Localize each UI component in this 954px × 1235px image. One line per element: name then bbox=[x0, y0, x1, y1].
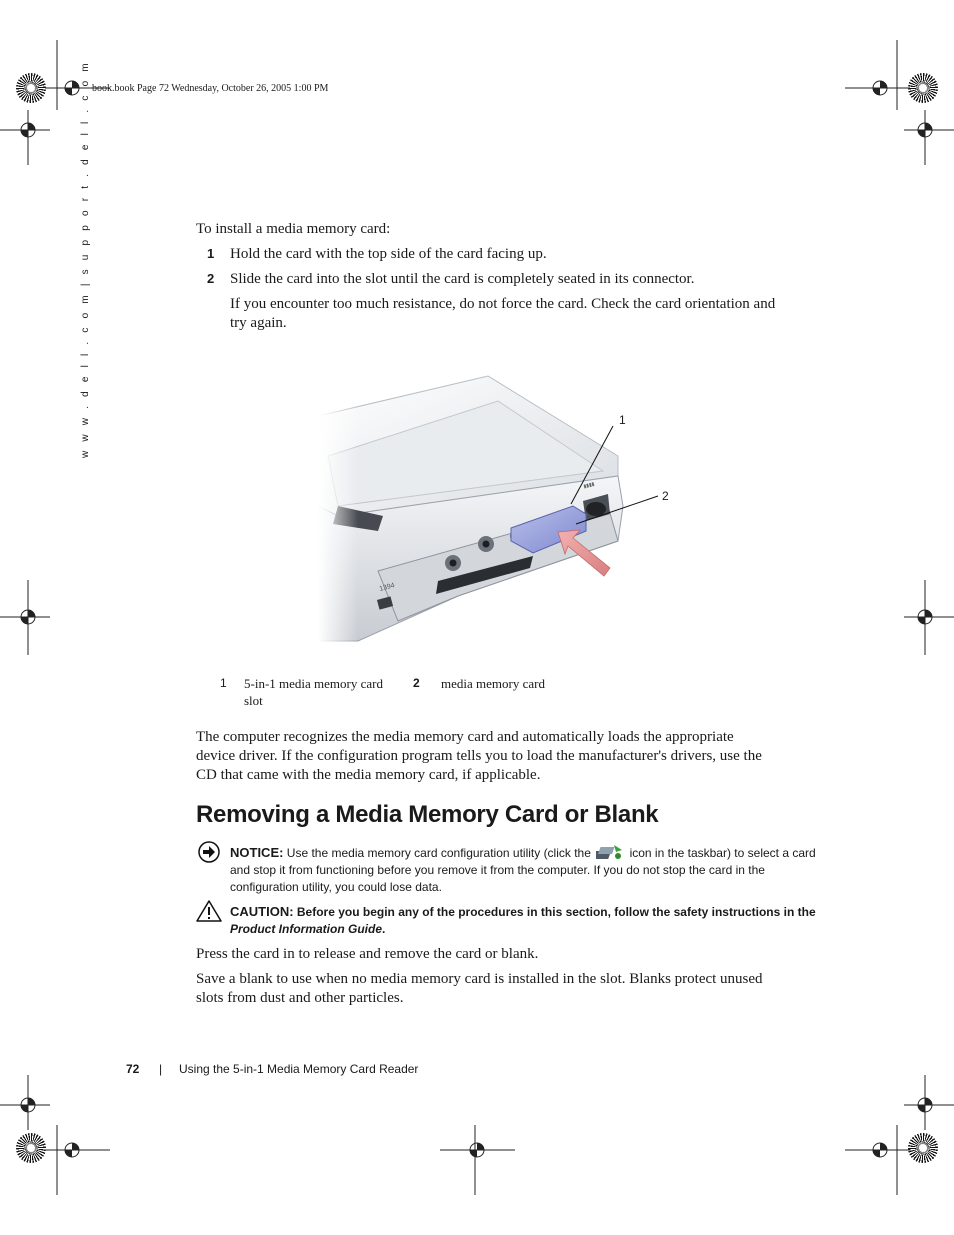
paragraph-line: Save a blank to use when no media memory card is installed in the slot. Blanks protect unused bbox=[196, 971, 763, 987]
caution-block: CAUTION: Before you begin any of the procedures in this section, follow the safety instructions in the Product Information Guide. bbox=[230, 904, 816, 936]
caution-label: CAUTION: bbox=[230, 904, 294, 919]
caption-text: slot bbox=[244, 693, 263, 708]
step-text: Hold the card with the top side of the card facing up. bbox=[230, 246, 547, 262]
port-label-1394: 1394 bbox=[378, 582, 396, 593]
paragraph-line: slots from dust and other particles. bbox=[196, 990, 404, 1006]
caption-number: 1 bbox=[220, 676, 227, 690]
notice-text: Use the media memory card configuration utility (click the bbox=[283, 846, 595, 860]
figure-callout-1: 1 bbox=[619, 413, 626, 427]
caption-number: 2 bbox=[413, 676, 420, 690]
card-utility-icon bbox=[596, 843, 624, 861]
step-note-line: try again. bbox=[230, 315, 287, 331]
intro-lead: To install a media memory card: bbox=[196, 221, 391, 237]
section-heading: Removing a Media Memory Card or Blank bbox=[196, 801, 659, 828]
page-number: 72 bbox=[126, 1062, 140, 1076]
notice-label: NOTICE: bbox=[230, 845, 284, 860]
caution-text: Before you begin any of the procedures in this section, follow the safety instructions in the bbox=[293, 905, 816, 919]
footer-separator: | bbox=[159, 1062, 163, 1076]
svg-text:▮▮▮▮: ▮▮▮▮ bbox=[582, 481, 596, 490]
product-information-guide-title: Product Information Guide bbox=[230, 922, 382, 936]
paragraph-line: The computer recognizes the media memory card and automatically loads the appropriate bbox=[196, 729, 734, 745]
step-number: 2 bbox=[207, 271, 215, 286]
figure-callout-2: 2 bbox=[662, 489, 669, 503]
step-note-line: If you encounter too much resistance, do not force the card. Check the card orientation and bbox=[230, 296, 776, 312]
notice-text: icon in the taskbar) to select a card and stop it from functioning before you remove it from the computer. If you do not stop the card in the configuration utility, you could lose data. bbox=[230, 846, 816, 894]
step-text: Slide the card into the slot until the card is completely seated in its connector. bbox=[230, 271, 695, 287]
step-number: 1 bbox=[207, 246, 215, 261]
paragraph-line: Press the card in to release and remove the card or blank. bbox=[196, 946, 539, 962]
paragraph-line: CD that came with the media memory card, if applicable. bbox=[196, 767, 541, 783]
footer-chapter-title: Using the 5-in-1 Media Memory Card Reader bbox=[179, 1062, 419, 1076]
paragraph-line: device driver. If the configuration program tells you to load the manufacturer's drivers, use the bbox=[196, 748, 762, 764]
notice-block bbox=[230, 843, 818, 896]
laptop-card-slot-illustration bbox=[318, 356, 688, 646]
caption-text: media memory card bbox=[441, 676, 545, 691]
notice-arrow-icon bbox=[198, 841, 220, 863]
side-url-text: w w w . d e l l . c o m | s u p p o r t . d e l l . c o m bbox=[80, 60, 91, 458]
caption-text: 5-in-1 media memory card bbox=[244, 676, 383, 691]
print-info-header: book.book Page 72 Wednesday, October 26, 2005 1:00 PM bbox=[92, 83, 329, 94]
caution-warning-icon bbox=[196, 900, 222, 922]
